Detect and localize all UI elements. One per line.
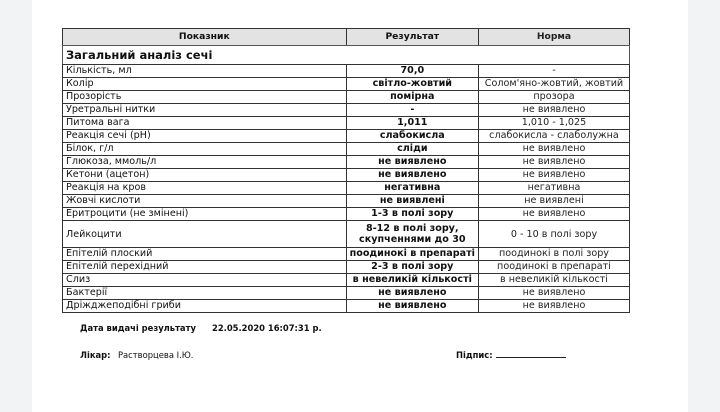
doctor-label: Лікар: (80, 350, 111, 360)
row-norm: - (478, 65, 629, 78)
section-row (63, 46, 630, 65)
row-name: Жовчі кислоти (63, 195, 347, 208)
signature-line (496, 357, 566, 358)
row-name: Колір (63, 78, 347, 91)
row-norm: 0 - 10 в полі зору (478, 221, 629, 248)
row-name: Дріжджеподібні гриби (63, 300, 347, 313)
issue-date-label: Дата видачі результату (80, 323, 196, 333)
table-row (63, 248, 630, 261)
row-result: слабокисла (346, 130, 478, 143)
row-norm: не виявлено (478, 287, 629, 300)
table-row (63, 143, 630, 156)
row-name: Уретральні нитки (63, 104, 347, 117)
row-result: 2-3 в полі зору (346, 261, 478, 274)
row-norm: не виявлено (478, 169, 629, 182)
row-result: 70,0 (346, 65, 478, 78)
urinalysis-table (62, 28, 630, 313)
table-row (63, 78, 630, 91)
row-result: не виявлено (346, 156, 478, 169)
row-norm: поодинокі в препараті (478, 261, 629, 274)
table-row (63, 300, 630, 313)
row-name: Лейкоцити (63, 221, 347, 248)
row-name: Епітелій перехідний (63, 261, 347, 274)
row-name: Бактерії (63, 287, 347, 300)
row-norm: в невеликій кількості (478, 274, 629, 287)
table-row (63, 208, 630, 221)
row-norm: 1,010 - 1,025 (478, 117, 629, 130)
table-row (63, 182, 630, 195)
table-row (63, 104, 630, 117)
table-row (63, 221, 630, 248)
row-norm: негативна (478, 182, 629, 195)
table-row (63, 130, 630, 143)
table-row (63, 91, 630, 104)
row-result: помірна (346, 91, 478, 104)
row-result (346, 221, 478, 248)
row-result: світло-жовтий (346, 78, 478, 91)
row-name: Кетони (ацетон) (63, 169, 347, 182)
row-norm: прозора (478, 91, 629, 104)
header-result: Результат (346, 29, 478, 46)
row-result-line1: 8-12 в полі зору, (366, 223, 459, 234)
row-name: Реакція на кров (63, 182, 347, 195)
table-row (63, 195, 630, 208)
issue-date-value: 22.05.2020 16:07:31 р. (212, 323, 322, 333)
row-name: Глюкоза, ммоль/л (63, 156, 347, 169)
row-name: Питома вага (63, 117, 347, 130)
row-norm: не виявлено (478, 208, 629, 221)
row-norm: не виявлено (478, 143, 629, 156)
row-norm: не виявлено (478, 300, 629, 313)
row-norm: не виявлено (478, 156, 629, 169)
row-name: Слиз (63, 274, 347, 287)
row-name: Білок, г/л (63, 143, 347, 156)
table-row (63, 65, 630, 78)
doctor-name: Растворцева І.Ю. (118, 350, 194, 360)
row-result: не виявлено (346, 300, 478, 313)
table-row (63, 287, 630, 300)
row-result: негативна (346, 182, 478, 195)
row-result: сліди (346, 143, 478, 156)
row-result: в невеликій кількості (346, 274, 478, 287)
row-norm: поодинокі в полі зору (478, 248, 629, 261)
row-result: не виявлені (346, 195, 478, 208)
header-norm: Норма (478, 29, 629, 46)
row-name: Епітелій плоский (63, 248, 347, 261)
table-row (63, 169, 630, 182)
row-result: 1-3 в полі зору (346, 208, 478, 221)
table-row (63, 117, 630, 130)
row-result-line2: скупченнями до 30 (359, 234, 466, 245)
row-result: не виявлено (346, 287, 478, 300)
row-norm: Солом'яно-жовтий, жовтий (478, 78, 629, 91)
row-norm: не виявлені (478, 195, 629, 208)
signature-label: Підпис: (456, 350, 493, 360)
row-name: Кількість, мл (63, 65, 347, 78)
row-norm: слабокисла - слаболужна (478, 130, 629, 143)
table-row (63, 274, 630, 287)
row-name: Реакція сечі (pH) (63, 130, 347, 143)
row-result: - (346, 104, 478, 117)
table-row (63, 156, 630, 169)
row-name: Прозорість (63, 91, 347, 104)
document-page (32, 0, 688, 412)
row-norm: не виявлено (478, 104, 629, 117)
section-title: Загальний аналіз сечі (63, 46, 630, 65)
row-name: Еритроцити (не змінені) (63, 208, 347, 221)
header-indicator: Показник (63, 29, 347, 46)
row-result: 1,011 (346, 117, 478, 130)
row-result: не виявлено (346, 169, 478, 182)
row-result: поодинокі в препараті (346, 248, 478, 261)
table-header-row (63, 29, 630, 46)
table-row (63, 261, 630, 274)
